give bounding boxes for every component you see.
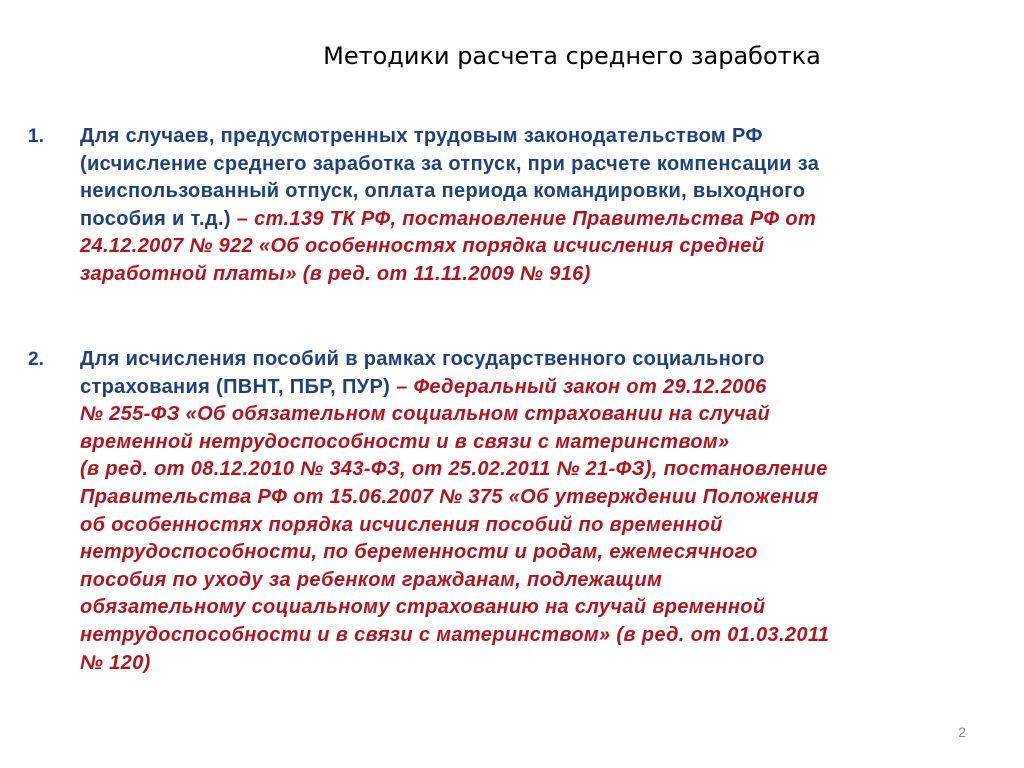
text-line (80, 484, 829, 512)
list-item-text (80, 123, 819, 289)
list-item-text (80, 346, 829, 677)
legal-reference-text: заработной платы» (в ред. от 11.11.2009 № 916) (80, 262, 591, 285)
text-line (80, 374, 829, 402)
page-number: 2 (958, 724, 966, 740)
legal-reference-text: – ст.139 ТК РФ, постановление Правительства РФ от (236, 207, 817, 230)
text-line (80, 151, 819, 179)
description-text: пособия и т.д.) (80, 207, 237, 230)
list-item-number: 1. (28, 126, 44, 147)
text-line (80, 567, 829, 595)
legal-reference-text: нетрудоспособности, по беременности и родам, ежемесячного (80, 541, 758, 564)
text-line (80, 512, 829, 540)
legal-reference-text: обязательному социальному страхованию на случай временной (80, 596, 766, 619)
text-line (80, 123, 819, 151)
text-line (80, 456, 829, 484)
legal-reference-text: временной нетрудоспособности и в связи с материнством» (80, 430, 730, 453)
list-item-1 (28, 123, 1018, 289)
text-line (80, 261, 819, 289)
text-line (80, 401, 829, 429)
text-line (80, 539, 829, 567)
text-line (80, 594, 829, 622)
description-text: Для исчисления пособий в рамках государственного социального (80, 348, 765, 370)
text-line (80, 622, 829, 650)
list-item-2 (28, 346, 1018, 677)
text-line (80, 650, 829, 678)
text-line (80, 206, 819, 234)
slide-title: Методики расчета среднего заработка (323, 42, 821, 70)
list-item-number: 2. (28, 349, 44, 370)
legal-reference-text: нетрудоспособности и в связи с материнством» (в ред. от 01.03.2011 (80, 623, 830, 646)
legal-reference-text: пособия по уходу за ребенком гражданам, подлежащим (80, 568, 663, 591)
description-text: страхования (ПВНТ, ПБР, ПУР) (80, 375, 397, 398)
legal-reference-text: 24.12.2007 № 922 «Об особенностях порядка исчисления средней (80, 235, 765, 258)
description-text: Для случаев, предусмотренных трудовым законодательством РФ (80, 125, 763, 147)
description-text: неиспользованный отпуск, оплата периода командировки, выходного (80, 180, 806, 203)
text-line (80, 346, 829, 374)
legal-reference-text: № 120) (80, 651, 151, 674)
legal-reference-text: № 255-ФЗ «Об обязательном социальном страховании на случай (80, 403, 771, 426)
legal-reference-text: – Федеральный закон от 29.12.2006 (396, 375, 767, 398)
legal-reference-text: Правительства РФ от 15.06.2007 № 375 «Об утверждении Положения (80, 485, 819, 508)
description-text: (исчисление среднего заработка за отпуск, при расчете компенсации за (80, 152, 820, 175)
legal-reference-text: (в ред. от 08.12.2010 № 343-ФЗ, от 25.02.2011 № 21-ФЗ), постановление (80, 458, 828, 481)
legal-reference-text: об особенностях порядка исчисления пособий по временной (80, 513, 723, 536)
text-line (80, 429, 829, 457)
text-line (80, 178, 819, 206)
text-line (80, 233, 819, 261)
